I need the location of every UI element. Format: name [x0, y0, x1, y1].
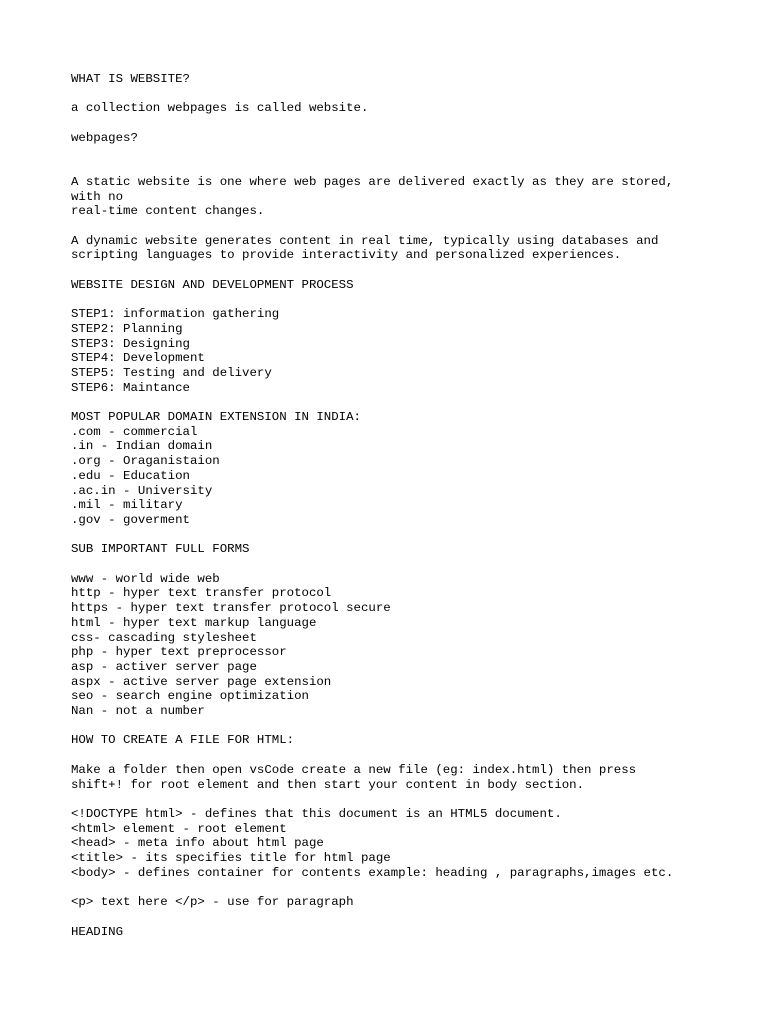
text-line: .mil - military: [71, 498, 183, 513]
text-line: .org - Oraganistaion: [71, 454, 220, 469]
text-line: with no: [71, 189, 124, 204]
text-line: .gov - goverment: [71, 512, 190, 527]
text-line: www - world wide web: [71, 571, 220, 586]
blank-line: [71, 910, 673, 925]
blank-line: [71, 145, 673, 160]
blank-line: [71, 719, 673, 734]
text-line: STEP5: Testing and delivery: [71, 365, 272, 380]
blank-line: [71, 880, 673, 895]
text-line: WHAT IS WEBSITE?: [71, 72, 190, 86]
text-line: html - hyper text markup language: [71, 615, 317, 630]
text-line: .ac.in - University: [71, 483, 213, 498]
text-line: STEP6: Maintance: [71, 380, 190, 395]
text-line: STEP3: Designing: [71, 336, 190, 351]
text-line: <html> element - root element: [71, 821, 287, 836]
text-line: <p> text here </p> - use for paragraph: [71, 895, 354, 910]
text-line: HOW TO CREATE A FILE FOR HTML:: [71, 733, 295, 748]
blank-line: [71, 263, 673, 278]
text-line: webpages?: [71, 130, 138, 145]
text-line: php - hyper text preprocessor: [71, 645, 287, 660]
text-line: MOST POPULAR DOMAIN EXTENSION IN INDIA:: [71, 410, 361, 425]
blank-line: [71, 395, 673, 410]
text-line: <body> - defines container for contents example: heading , paragraphs,images etc.: [71, 865, 674, 880]
blank-line: [71, 748, 673, 763]
blank-line: [71, 792, 673, 807]
text-line: aspx - active server page extension: [71, 674, 332, 689]
text-line: Make a folder then open vsCode create a new file (eg: index.html) then press: [71, 762, 637, 777]
text-line: .edu - Education: [71, 468, 190, 483]
blank-line: [71, 292, 673, 307]
text-line: .in - Indian domain: [71, 439, 213, 454]
text-line: real-time content changes.: [71, 204, 265, 219]
blank-line: [71, 116, 673, 131]
text-line: asp - activer server page: [71, 659, 257, 674]
text-line: https - hyper text transfer protocol secure: [71, 601, 391, 616]
text-line: SUB IMPORTANT FULL FORMS: [71, 542, 250, 557]
blank-line: [71, 87, 673, 102]
text-line: http - hyper text transfer protocol: [71, 586, 332, 601]
text-line: css- cascading stylesheet: [71, 630, 257, 645]
text-line: A static website is one where web pages are delivered exactly as they are stored,: [71, 174, 674, 189]
blank-line: [71, 160, 673, 175]
blank-line: [71, 557, 673, 572]
document-body: [71, 72, 673, 939]
text-line: STEP4: Development: [71, 351, 205, 366]
text-line: <head> - meta info about html page: [71, 836, 324, 851]
text-line: WEBSITE DESIGN AND DEVELOPMENT PROCESS: [71, 277, 354, 292]
text-line: <!DOCTYPE html> - defines that this document is an HTML5 document.: [71, 806, 562, 821]
text-line: Nan - not a number: [71, 704, 205, 719]
text-line: STEP2: Planning: [71, 321, 183, 336]
blank-line: [71, 528, 673, 543]
text-line: a collection webpages is called website.: [71, 101, 369, 116]
text-line: shift+! for root element and then start your content in body section.: [71, 777, 585, 792]
blank-line: [71, 219, 673, 234]
text-line: scripting languages to provide interactivity and personalized experiences.: [71, 248, 622, 263]
text-line: .com - commercial: [71, 424, 198, 439]
text-line: seo - search engine optimization: [71, 689, 309, 704]
text-line: STEP1: information gathering: [71, 307, 280, 322]
text-line: HEADING: [71, 924, 124, 939]
text-line: <title> - its specifies title for html page: [71, 851, 391, 866]
text-line: A dynamic website generates content in real time, typically using databases and: [71, 233, 659, 248]
